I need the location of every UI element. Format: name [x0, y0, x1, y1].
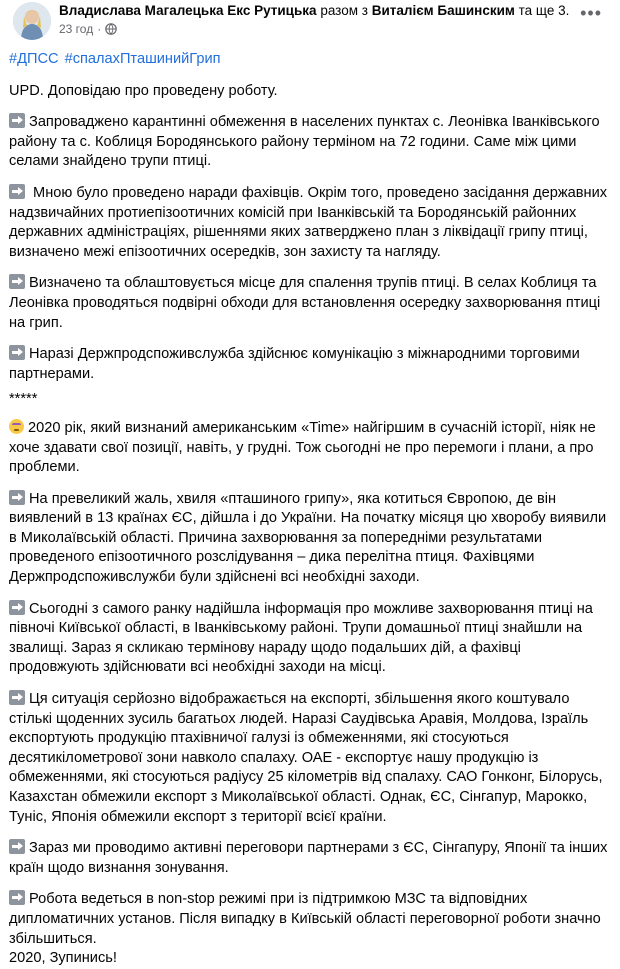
- right-arrow-icon: [9, 839, 25, 854]
- update-item: [9, 113, 610, 172]
- author-avatar[interactable]: [13, 2, 51, 40]
- right-arrow-icon: [9, 490, 25, 505]
- right-arrow-icon: [9, 890, 25, 905]
- closing-line: 2020, Зупинись!: [9, 950, 117, 967]
- paragraph-text: Зараз ми проводимо активні переговори партнерами з ЄС, Сінгапуру, Японії та інших країн щодо визнання зонування.: [9, 840, 608, 876]
- post-header: [9, 0, 610, 50]
- avatar-image: [13, 2, 51, 40]
- update-item: [9, 184, 610, 262]
- dizzy-face-emoji-icon: [9, 419, 24, 434]
- body-paragraph: [9, 490, 610, 588]
- upd-line: UPD. Доповідаю про проведену роботу.: [9, 82, 278, 99]
- hashtags: [9, 50, 610, 70]
- right-arrow-icon: [9, 113, 25, 128]
- update-text: Запроваджено карантинні обмеження в населених пунктах с. Леонівка Іванківського району та с. Коблиця Бородянського району терміном на 72 години. Саме між цими селами знайдено трупи птиці.: [9, 114, 600, 170]
- paragraph-text: Робота ведеться в non-stop режимі при із підтримкою МЗС та відповідних дипломатичних установ. Після випадку в Київській області переговорної роботи значно збільшиться.: [9, 891, 601, 947]
- globe-icon[interactable]: [105, 23, 117, 35]
- hashtag-bird-flu[interactable]: #спалахПташинийГрип: [64, 51, 221, 67]
- post-body: [9, 50, 610, 969]
- author-name[interactable]: Владислава Магалецька Екс Рутицька: [59, 3, 317, 18]
- paragraph-text: На превеликий жаль, хвиля «пташиного грипу», яка котиться Європою, де він виявлений в 13 країнах ЄС, дійшла і до України. На початку місяця цю хворобу виявили в Миколаївській області. Причина захворювання за попередніми результатами проведеного епізоотичного розслідування – дика перелітна птиця. Фахівцями Держпродспоживслужби були здійснені всі необхідні заходи.: [9, 490, 607, 586]
- intro-text: 2020 рік, який визнаний американським «Time» найгіршим в сучасній історії, ніяк не хоче здавати свої позиції, навіть, у грудні. Тож сьогодні не про перемоги і плани, а про проблеми.: [9, 419, 596, 476]
- right-arrow-icon: [9, 345, 25, 360]
- paragraph-text: Сьогодні з самого ранку надійшла інформація про можливе захворювання птиці на півночі Київської області, в Іванківському районі. Трупи домашньої птиці знайшли на звалищі. Зараз я скликаю термінову нараду щодо подальших дій, а фахівці продовжують здійснювати всі необхідні заходи на місці.: [9, 600, 593, 676]
- separator: *****: [9, 391, 38, 408]
- body-paragraph: [9, 839, 610, 878]
- right-arrow-icon: [9, 690, 25, 705]
- update-item: [9, 274, 610, 333]
- update-text: Мною було проведено наради фахівців. Окрім того, проведено засідання державних надзвичайних протиепізоотичних комісій при Іванківській та Бородянській районних державних адміністраціях, рішеннями яких затверджено план з ліквідації грипу птиці, визначено межі епізоотичних осередків, зон захисту та нагляду.: [9, 184, 608, 260]
- body-paragraph: [9, 600, 610, 678]
- with-word: разом з: [320, 3, 368, 18]
- body-paragraph: [9, 890, 610, 949]
- body-paragraph: [9, 690, 610, 827]
- intro-paragraph: [9, 419, 610, 478]
- right-arrow-icon: [9, 274, 25, 289]
- tagged-person[interactable]: Виталієм Башинским: [371, 3, 515, 18]
- meta-dot: ·: [97, 22, 102, 36]
- update-item: [9, 345, 610, 384]
- author-line: [59, 3, 569, 18]
- hashtag-dpss[interactable]: #ДПСС: [9, 51, 59, 67]
- post-time[interactable]: 23 год: [59, 22, 94, 36]
- post-meta: [59, 22, 117, 36]
- update-text: Наразі Держпродспоживслужба здійснює комунікацію з міжнародними торговими партнерами.: [9, 346, 580, 382]
- right-arrow-icon: [9, 184, 25, 199]
- and-more-tagged[interactable]: та ще 3.: [518, 3, 570, 18]
- ellipsis-icon[interactable]: •••: [580, 3, 602, 23]
- update-text: Визначено та облаштовується місце для спалення трупів птиці. В селах Коблиця та Леонівка проводяться подвірні обходи для встановлення осередку захворювання птиці на грип.: [9, 275, 601, 331]
- paragraph-text: Ця ситуація серйозно відображається на експорті, збільшення якого коштувало стількі щоденних зусиль багатьох людей. Наразі Саудівська Аравія, Молдова, Ізраїль експортують продукцію птахівничої галузі із обмеженнями, які стосуються десятикілометрової зони навколо спалаху. ОАЕ - експортує нашу продукцію із обмеженнями, які стосуються радіусу 25 кілометрів від спалаху. САО Гонконг, Білорусь, Казахстан обмежили експорт з Миколаївської області. Однак, ЄС, Сінгапур, Марокко, Туніс, Японія обмежили експорт з території всієї країни.: [9, 691, 603, 825]
- right-arrow-icon: [9, 600, 25, 615]
